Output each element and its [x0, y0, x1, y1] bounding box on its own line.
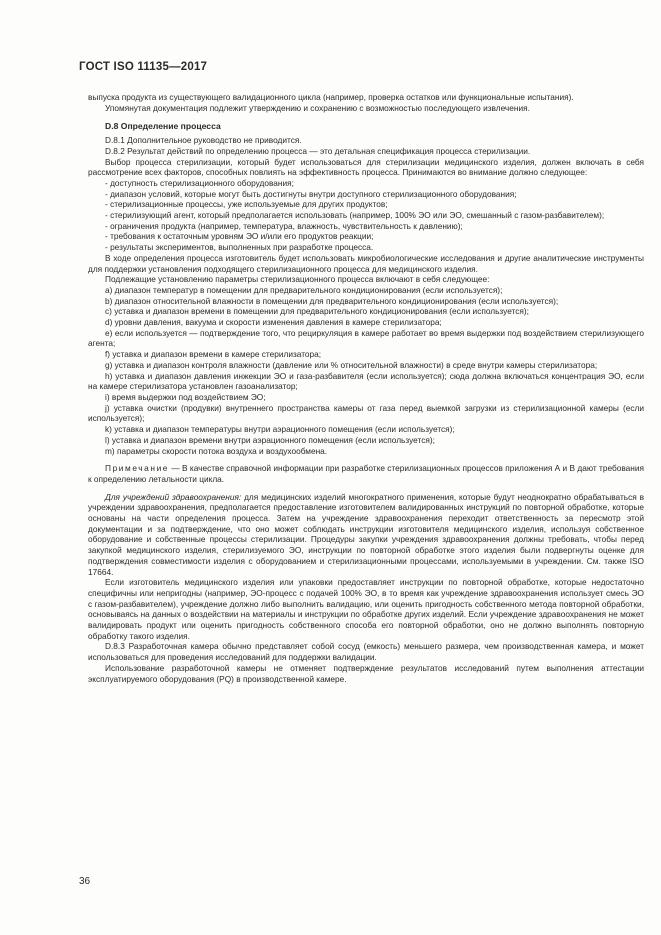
section-heading: D.8 Определение процесса: [105, 121, 221, 132]
list-item: i) время выдержки под воздействием ЭО;: [105, 391, 266, 402]
page-number: 36: [79, 876, 91, 887]
list-item: l) уставка и диапазон времени внутри аэрационного помещения (если используется);: [105, 434, 435, 445]
list-item: c) уставка и диапазон времени в помещении для предварительного кондиционирования (если используется);: [105, 306, 529, 317]
list-item: - результаты экспериментов, выполненных при разработке процесса.: [105, 242, 374, 253]
paragraph: Подлежащие установлению параметры стерилизационного процесса включают в себя следующее:: [105, 274, 490, 285]
list-item: e) если используется — подтверждение того, что рециркуляция в камере работает во время выдержки под воздействием стерилизующего агента;: [88, 327, 644, 349]
paragraph: Если изготовитель медицинского изделия или упаковки предоставляет инструкции по повторной обработке, которые недостаточно специфичны или непригодны (например, ЭО-процесс с подачей 100% ЭО, в то время как учреждение здравоохранения использует смесь ЭО с газом-разбавителем), учреждение должно либо выполнить валидацию, или оценить пригодность собственного метода повторной обработки, основываясь на данных о воздействии на материалы и инструкции по обработке других изделий. Если учреждение здравоохранения не может валидировать продукт или оценить пригодность собственного способа его повторной обработки, оно не должно выполнять повторную обработку такого изделия.: [88, 577, 644, 641]
note: [88, 463, 644, 484]
paragraph: В ходе определения процесса изготовитель будет использовать микробиологические исследования и другие аналитические инструменты для поддержки установления подходящего стерилизационного процесса для медицинского изделия.: [88, 252, 644, 274]
list-item: d) уровни давления, вакуума и скорости изменения давления в камере стерилизатора;: [105, 317, 442, 328]
list-item: - диапазон условий, которые могут быть достигнуты внутри доступного стерилизационного оборудования;: [105, 188, 517, 199]
paragraph: D.8.2 Результат действий по определению процесса — это детальная спецификация процесса стерилизации.: [105, 145, 531, 156]
paragraph: D.8.1 Дополнительное руководство не приводится.: [105, 135, 302, 146]
list-item: - требования к остаточным уровням ЭО и/или его продуктов реакции;: [105, 231, 374, 242]
paragraph-text: для медицинских изделий многократного применения, которые будут неоднократно обрабатываться в учреждении здравоохранения, предполагается предоставление изготовителем валидированных инструкций по повторной обработке, которые основаны на части определения процесса. Затем на учреждение здравоохранения переходит ответственность за пересмотр этой документации и за подтверждение, что оно может соблюдать инструкции изготовителя медицинского изделия, используя собственное оборудование и собственные процессы стерилизации. Процедуры закупки учреждения здравоохранения должны требовать, чтобы перед закупкой медицинского изделия, стерилизуемого ЭО, инструкции по повторной обработке этого изделия были подвергнуты оценке для подтверждения совместимости изделия с оборудованием и стерилизационными процессами, используемыми в учреждении. См. также ISO 17664.: [88, 491, 645, 577]
list-item: k) уставка и диапазон температуры внутри аэрационного помещения (если используется);: [105, 424, 455, 435]
list-item: - стерилизующий агент, который предполагается использовать (например, 100% ЭО или ЭО, смешанный с газом-разбавителем);: [105, 210, 605, 221]
paragraph: выпуска продукта из существующего валидационного цикла (например, проверка остатков или функциональные испытания).: [88, 92, 574, 102]
list-item: - ограничения продукта (например, температура, влажность, чувствительность к давлению);: [105, 220, 463, 231]
list-item: f) уставка и диапазон времени в камере стерилизатора;: [105, 349, 322, 360]
list-item: b) диапазон относительной влажности в помещении для предварительного кондиционирования (если используется);: [105, 295, 559, 306]
paragraph: [88, 492, 644, 578]
document-body: [88, 92, 644, 684]
list-item: - доступность стерилизационного оборудования;: [105, 177, 294, 188]
note-text: — В качестве справочной информации при разработке стерилизационных процессов приложения А и В дают требования к определению летальности цикла.: [88, 463, 644, 484]
list-item: h) уставка и диапазон давления инжекции ЭО и газа-разбавителя (если используется); сюда должна включаться концентрация ЭО, если на камере стерилизатора установлен газоанализатор;: [88, 370, 644, 392]
paragraph: Использование разработочной камеры не отменяет подтверждение результатов исследований путем выполнения аттестации эксплуатируемого оборудования (PQ) в производственной камере.: [88, 662, 644, 684]
list-item: - стерилизационные процессы, уже используемые для других продуктов;: [105, 199, 388, 210]
list-item: a) диапазон температур в помещении для предварительного кондиционирования (если используется);: [105, 284, 503, 295]
paragraph: Упомянутая документация подлежит утверждению и сохранению с возможностью последующего извлечения.: [105, 102, 530, 113]
list-item: j) уставка очистки (продувки) внутреннего пространства камеры от газа перед выемкой загрузки из стерилизационной камеры (если используется);: [88, 402, 644, 424]
list-item: m) параметры скорости потока воздуха и воздухообмена.: [105, 445, 328, 456]
italic-lead: Для учреждений здравоохранения:: [105, 491, 242, 502]
note-label: Примечание: [105, 463, 170, 474]
paragraph: D.8.3 Разработочная камера обычно представляет собой сосуд (емкость) меньшего размера, чем производственная камера, и может использоваться для проведения исследований для поддержки валидации.: [88, 641, 644, 663]
list-item: g) уставка и диапазон контроля влажности (давление или % относительной влажности) в среде внутри камеры стерилизатора;: [105, 359, 598, 370]
paragraph: Выбор процесса стерилизации, который будет использоваться для стерилизации медицинского изделия, должен включать в себя рассмотрение всех факторов, способных повлиять на эффективность процесса. Принимаются во внимание должно следующее:: [88, 156, 644, 178]
document-header: ГОСТ ISO 11135—2017: [79, 61, 208, 73]
